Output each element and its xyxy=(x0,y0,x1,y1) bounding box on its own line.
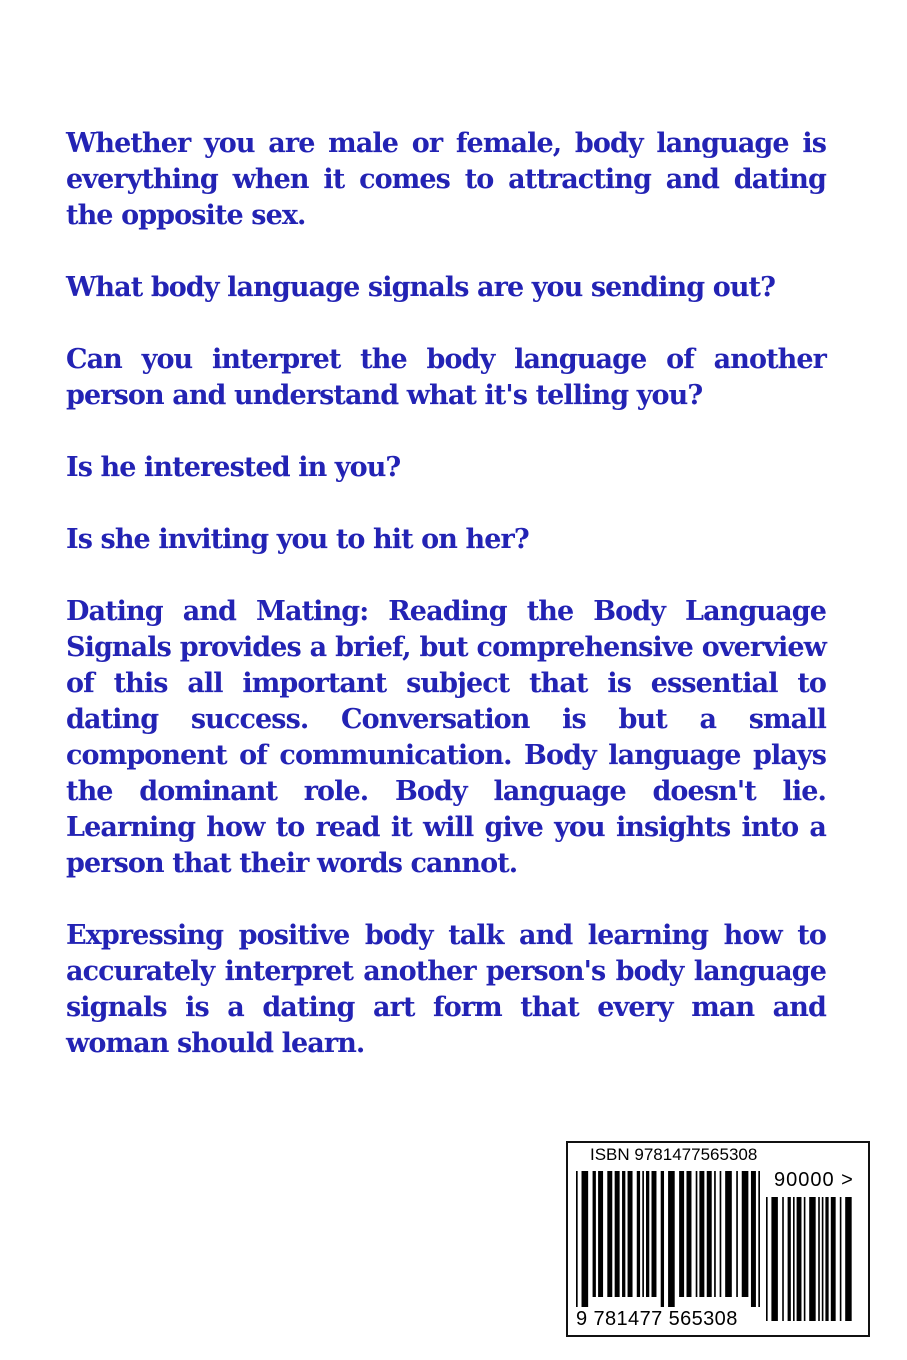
blurb-question-he: Is he interested in you? xyxy=(66,452,401,483)
barcode-main-bars xyxy=(576,1171,762,1307)
barcode-bar xyxy=(818,1197,820,1321)
barcode-bar xyxy=(642,1171,644,1297)
barcode-bar xyxy=(742,1171,749,1297)
barcode-bar xyxy=(607,1171,612,1297)
barcode-bar xyxy=(797,1197,802,1321)
barcode-bar xyxy=(661,1171,664,1307)
barcode-bar xyxy=(598,1171,603,1297)
blurb-text xyxy=(66,126,826,1098)
barcode-addon-digits: 90000 > xyxy=(774,1169,854,1191)
barcode-bar xyxy=(582,1171,589,1307)
barcode-bar xyxy=(725,1171,732,1297)
barcode-bar xyxy=(758,1171,760,1307)
barcode-bar xyxy=(782,1197,784,1321)
barcode-bar xyxy=(822,1197,824,1321)
barcode-bar xyxy=(840,1197,842,1321)
barcode-bar xyxy=(714,1171,716,1297)
barcode-bar xyxy=(696,1171,698,1297)
barcode-addon-bars xyxy=(766,1197,856,1331)
barcode-bar xyxy=(845,1197,851,1321)
barcode-bar xyxy=(699,1171,704,1297)
barcode-bar xyxy=(804,1197,806,1321)
isbn-barcode xyxy=(566,1141,870,1337)
blurb-paragraph-overview: Dating and Mating: Reading the Body Language Signals provides a brief, but comprehensive overview of this all important subject that is essential to dating success. Conversation is but a small component of communication. Body language plays the dominant role. Body language doesn't lie. Learning how to read it will give you insights into a person that their words cannot. xyxy=(66,596,826,879)
barcode-bar xyxy=(707,1171,712,1297)
barcode-bar xyxy=(668,1171,675,1307)
barcode-bar xyxy=(736,1171,738,1297)
blurb-paragraph-intro: Whether you are male or female, body language is everything when it comes to attracting and dating the opposite sex. xyxy=(66,128,826,231)
barcode-bar xyxy=(615,1171,620,1297)
barcode-bar xyxy=(831,1197,836,1321)
barcode-bar xyxy=(622,1171,625,1297)
blurb-question-she: Is she inviting you to hit on her? xyxy=(66,524,529,555)
barcode-bar xyxy=(720,1171,722,1297)
barcode-bar xyxy=(771,1197,777,1321)
barcode-main-digits: 9 781477 565308 xyxy=(576,1308,738,1330)
barcode-bar xyxy=(687,1171,692,1297)
barcode-bar xyxy=(809,1197,815,1321)
blurb-question-signals: What body language signals are you sending out? xyxy=(66,272,776,303)
barcode-bar xyxy=(593,1171,596,1297)
barcode-bar xyxy=(788,1197,791,1321)
barcode-bar xyxy=(576,1171,578,1307)
barcode-bar xyxy=(793,1197,795,1321)
isbn-label: ISBN 9781477565308 xyxy=(590,1145,758,1164)
barcode-bar xyxy=(652,1171,657,1297)
barcode-bar xyxy=(751,1171,756,1307)
blurb-paragraph-closing: Expressing positive body talk and learning how to accurately interpret another person's body language signals is a dating art form that every man and woman should learn. xyxy=(66,920,826,1059)
barcode-bar xyxy=(646,1171,649,1297)
barcode-bar xyxy=(825,1197,828,1321)
barcode-bar xyxy=(637,1171,640,1297)
barcode-bar xyxy=(679,1171,684,1297)
barcode-bar xyxy=(628,1171,633,1297)
blurb-question-interpret: Can you interpret the body language of another person and understand what it's telling you? xyxy=(66,344,826,411)
barcode-bar xyxy=(766,1197,768,1321)
